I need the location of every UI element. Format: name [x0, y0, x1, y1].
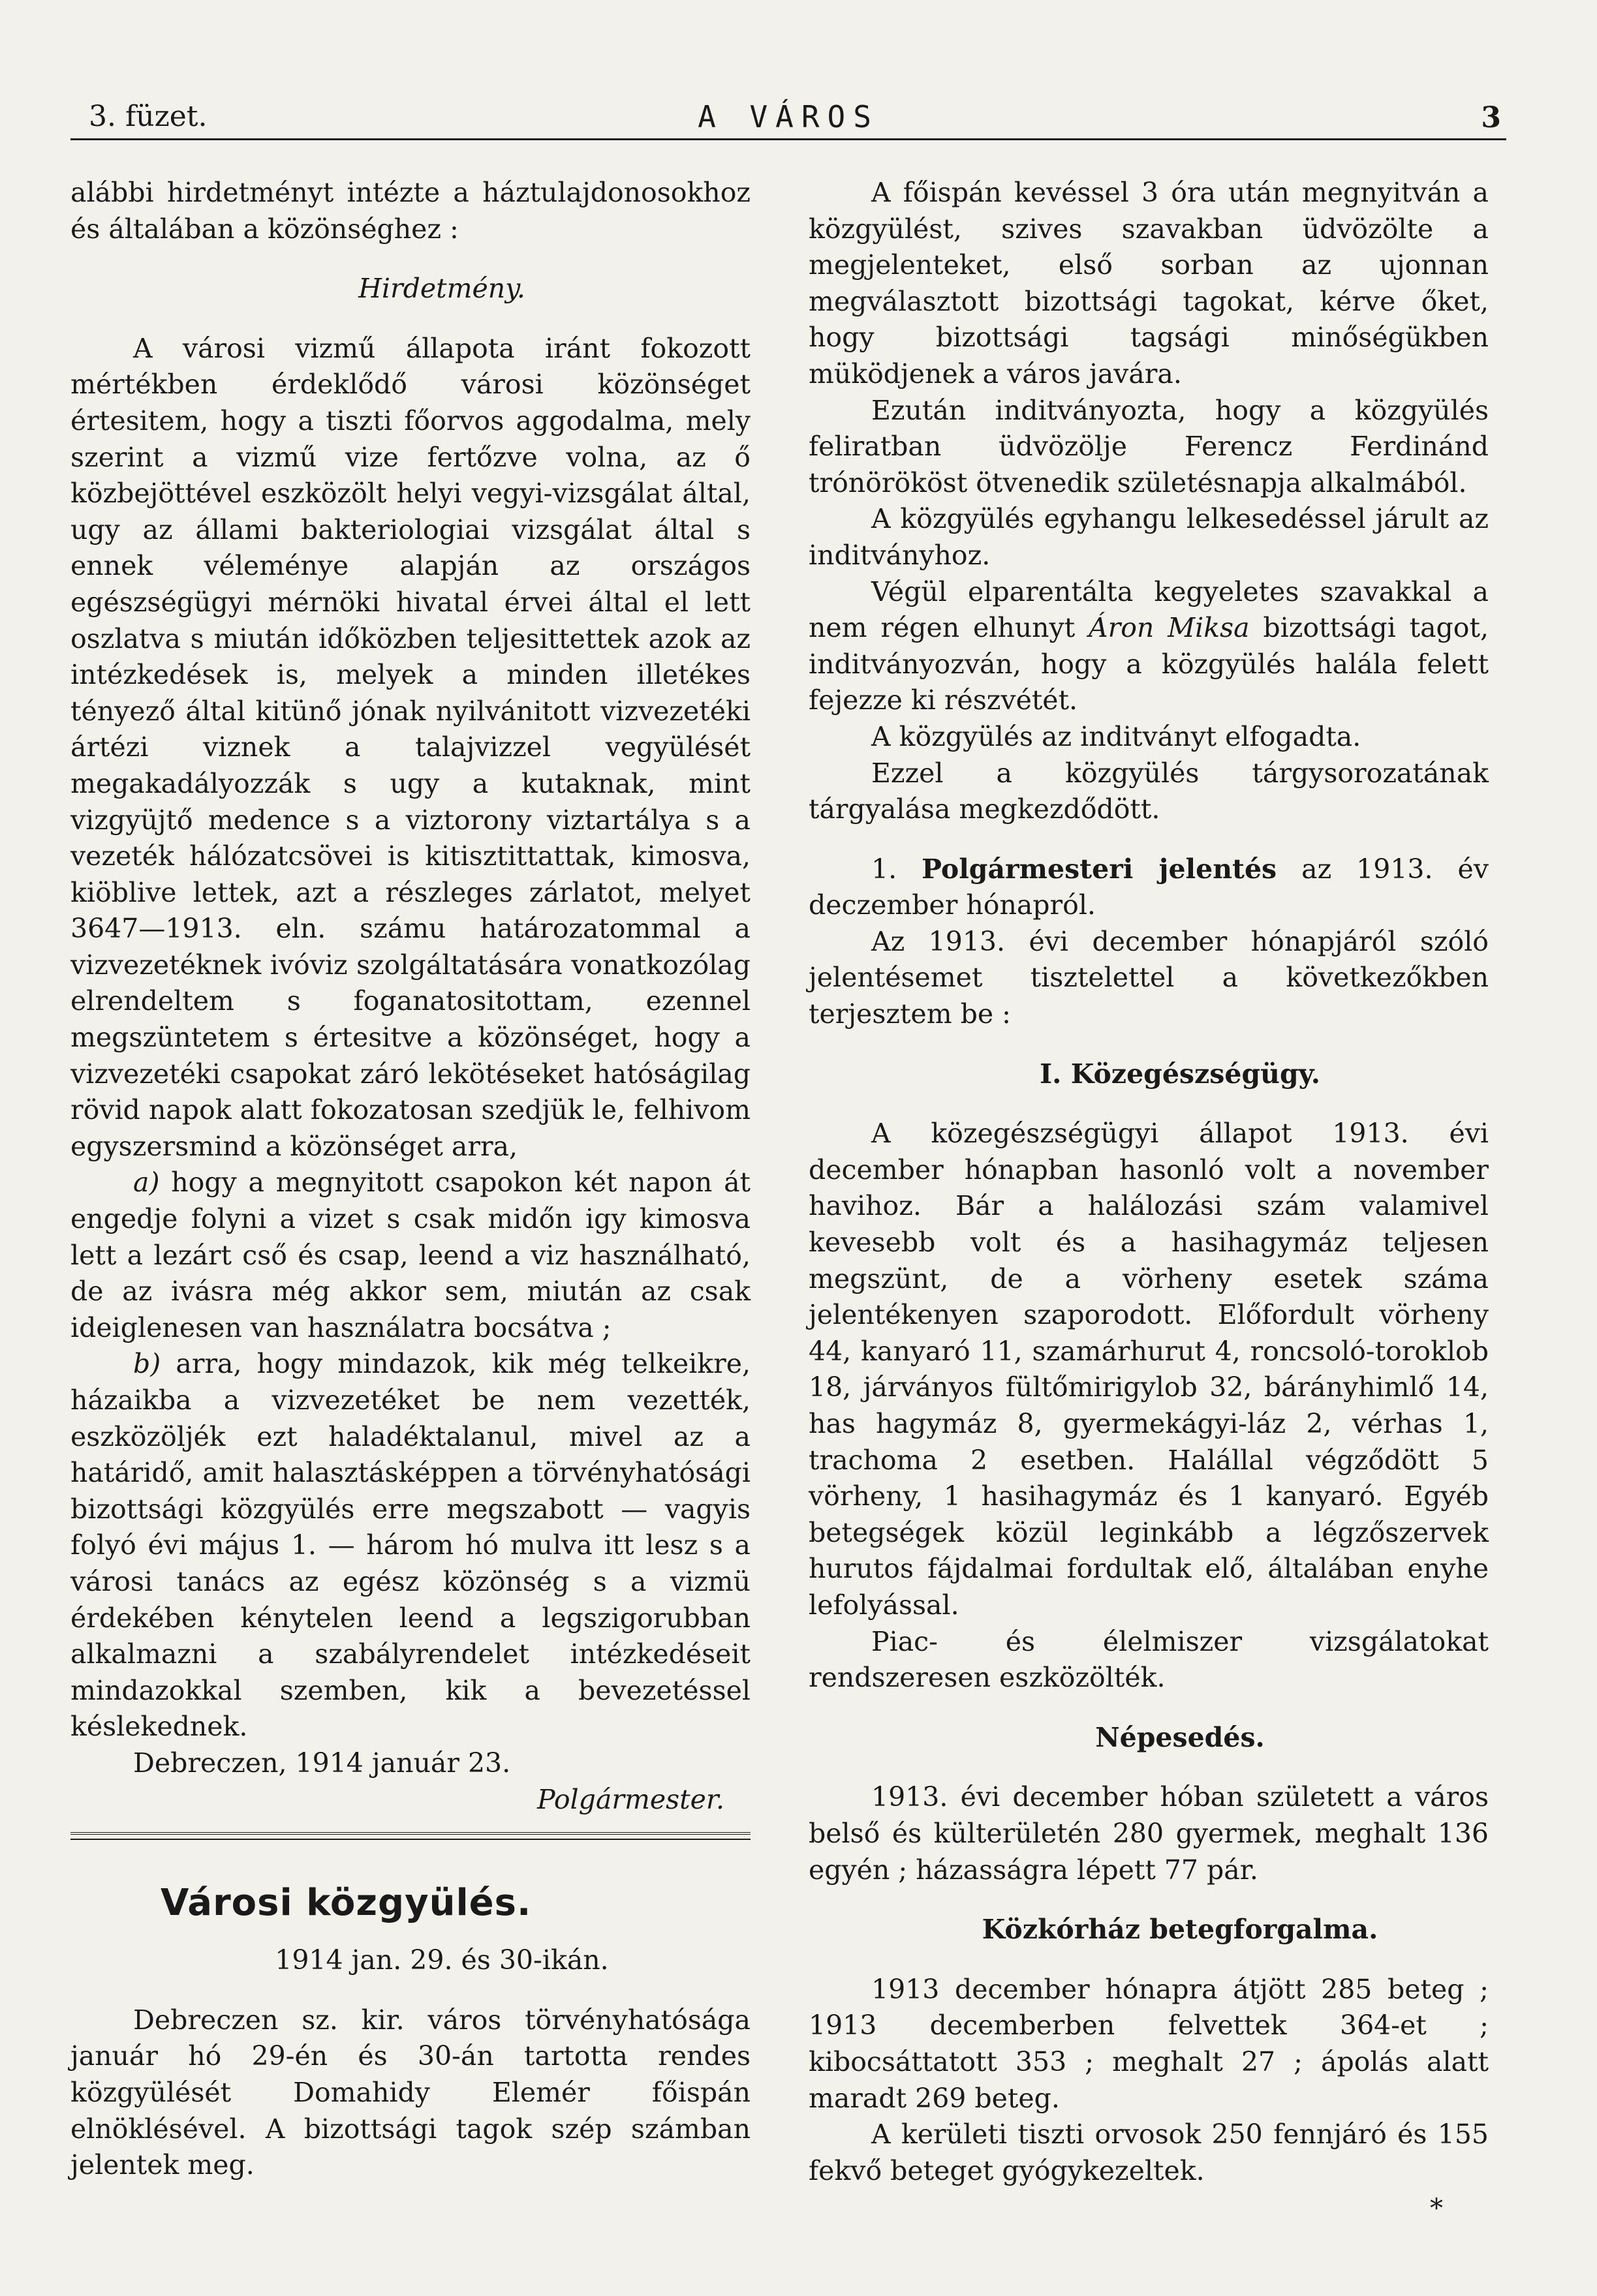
running-header [70, 98, 1506, 140]
paragraph-population: 1913. évi december hóban született a város belső és külterületén 280 gyermek, meghalt 136 egyén ; házasságra lépett 77 pár. [809, 1781, 1489, 1886]
section-divider [70, 1832, 751, 1840]
issue-label: 3. füzet. [89, 100, 208, 133]
memorial-text-1: Végül elparentálta kegyeletes szavakkal a nem régen elhunyt [809, 575, 1489, 644]
memorial-text-2: bizottsági tagot, inditványozván, hogy a közgyülés halála felett fejezze ki részvétét. [809, 612, 1489, 716]
agenda-item-number: 1. [871, 853, 897, 885]
journal-title: A VÁROS [698, 99, 879, 134]
paragraph-accepted: A közgyülés az inditványt elfogadta. [871, 720, 1361, 752]
paragraph-market: Piac- és élelmiszer vizsgálatokat rendszeresen eszközölték. [809, 1625, 1489, 1694]
agenda-item [809, 851, 1489, 924]
paragraph-motion: Ezután inditványozta, hogy a közgyülés feliratban üdvözölje Ferencz Ferdinánd trónörököst ötvenedik születésnapja alkalmából. [809, 394, 1489, 498]
end-asterisk: * [1430, 2194, 1443, 2224]
section-title: Városi közgyülés. [161, 1882, 532, 1925]
heading-population: Népesedés. [1095, 1721, 1265, 1753]
point-b-text: arra, hogy mindazok, kik még telkeikre, házaikba a vizvezetéket be nem vezették, eszközöljék ezt haladéktalanul, mivel az a határidő, amit halasztásképpen a törvényhatósági bizottsági közgyülés erre megszabott — vagyis folyó évi május 1. — három hó mulva itt lesz s a városi tanács az egész közönség s a vizmü érdekében kénytelen leend a legszigorubban alkalmazni a szabályrendelet intézkedéseit mindazokkal szemben, kik a bevezetéssel késlekednek. [70, 1348, 751, 1743]
paragraph-opening: A főispán kevéssel 3 óra után megnyitván a közgyülést, szives szavakban üdvözölte a megjelenteket, első sorban az ujonnan megválasztott bizottsági tagokat, kérve őket, hogy bizottsági tagsági minőségükben müködjenek a város javára. [809, 177, 1489, 390]
point-a-label: a) [133, 1167, 160, 1199]
notice-title: Hirdetmény. [358, 273, 525, 305]
heading-hospital: Közkórház betegforgalma. [982, 1914, 1378, 1946]
notice-signature: Polgármester. [536, 1783, 724, 1815]
assembly-paragraph: Debreczen sz. kir. város törvényhatósága január hó 29-én és 30-án tartotta rendes közgyülését Domahidy Elemér főispán elnöklésével. A bizottsági tagok szép számban jelentek meg. [70, 2004, 751, 2181]
notice-date: Debreczen, 1914 január 23. [133, 1747, 511, 1779]
page-number: 3 [1481, 101, 1501, 134]
page [70, 98, 1506, 2251]
agenda-item-rest: az 1913. év deczember hónapról. [809, 853, 1489, 921]
intro-text: alábbi hirdetményt intézte a háztulajdonosokhoz és általában a közönséghez : [70, 177, 751, 245]
point-a-text: hogy a megnyitott csapokon két napon át engedje folyni a vizet s csak midőn igy kimosva lett a lezárt cső és csap, leend a viz használható, de az ivásra még akkor sem, miután az csak ideiglenesen van használatra bocsátva ; [70, 1167, 751, 1343]
notice-point-b [70, 1346, 751, 1745]
heading-public-health: I. Közegészségügy. [1040, 1058, 1320, 1090]
agenda-item-title: Polgármesteri jelentés [922, 853, 1277, 885]
paragraph-report-intro: Az 1913. évi december hónapjáról szóló jelentésemet tisztelettel a következőkben terjesztem be : [809, 925, 1489, 1030]
paragraph-hospital: 1913 december hónapra átjött 285 beteg ; 1913 decemberben felvettek 364-et ; kibocsáttatott 353 ; meghalt 27 ; ápolás alatt maradt 269 beteg. [809, 1973, 1489, 2114]
paragraph-agenda: Ezzel a közgyülés tárgysorozatának tárgyalása megkezdődött. [809, 757, 1489, 825]
left-column [70, 175, 751, 2184]
point-b-label: b) [133, 1348, 161, 1380]
paragraph-health: A közegészségügyi állapot 1913. évi december hónapban hasonló volt a november havihoz. Bár a halálozási szám valamivel kevesebb volt és a hasihagymáz teljesen megszünt, de a vörheny esetek száma jelentékenyen szaporodott. Előfordult vörheny 44, kanyaró 11, szamárhurut 4, roncsoló-toroklob 18, járványos fültőmirigylob 32, bárányhimlő 14, has hagymáz 8, gyermekágyi-láz 2, vérhas 1, trachoma 2 esetben. Halállal végződött 5 vörheny, 1 hasihagymáz és 1 kanyaró. Egyéb betegségek közül leginkább a légzőszervek hurutos fájdalmai fordultak elő, általában enyhe lefolyással. [809, 1118, 1489, 1621]
section-date: 1914 jan. 29. és 30-ikán. [275, 1944, 609, 1976]
memorial-name: Áron Miksa [1089, 612, 1250, 644]
notice-point-a [70, 1165, 751, 1346]
paragraph-memorial [809, 574, 1489, 719]
paragraph-district-doctors: A kerületi tiszti orvosok 250 fennjáró és 155 fekvő beteget gyógykezeltek. [809, 2119, 1489, 2186]
paragraph-approval: A közgyülés egyhangu lelkesedéssel járult az inditványhoz. [809, 503, 1489, 571]
right-column [809, 175, 1489, 2228]
notice-paragraph: A városi vizmű állapota iránt fokozott mértékben érdeklődő városi közönséget értesitem, hogy a tiszti főorvos aggodalma, mely szerint a vizmű vize fertőzve volna, az ő közbejöttével eszközölt helyi vegyi-vizsgálat által, ugy az állami bakteriologiai vizsgálat által s ennek véleménye alapján az országos egészségügyi mérnöki hivatal érvei által el lett oszlatva s miután időközben teljesittettek azok az intézkedések is, melyek a minden illetékes tényező által kitünő jónak nyilvánitott vizvezetéki ártézi viznek a talajvizzel vegyülését megakadályozzák s ugy a kutaknak, mint vizgyüjtő medence s a viztorony viztartálya s a vezeték hálózatcsövei is kitisztittattak, kimosva, kiöblive lettek, azt a részleges zárlatot, melyet 3647—1913. eln. számu határozatommal a vizvezetéknek ivóviz szolgáltatására vonatkozólag elrendeltem s foganatositottam, ezennel megszüntetem s értesitve a közönséget, hogy a vizvezetéki csapokat záró lekötéseket hatóságilag rövid napok alatt fokozatosan szedjük le, felhivom egyszersmind a közönséget arra, [70, 332, 751, 1162]
